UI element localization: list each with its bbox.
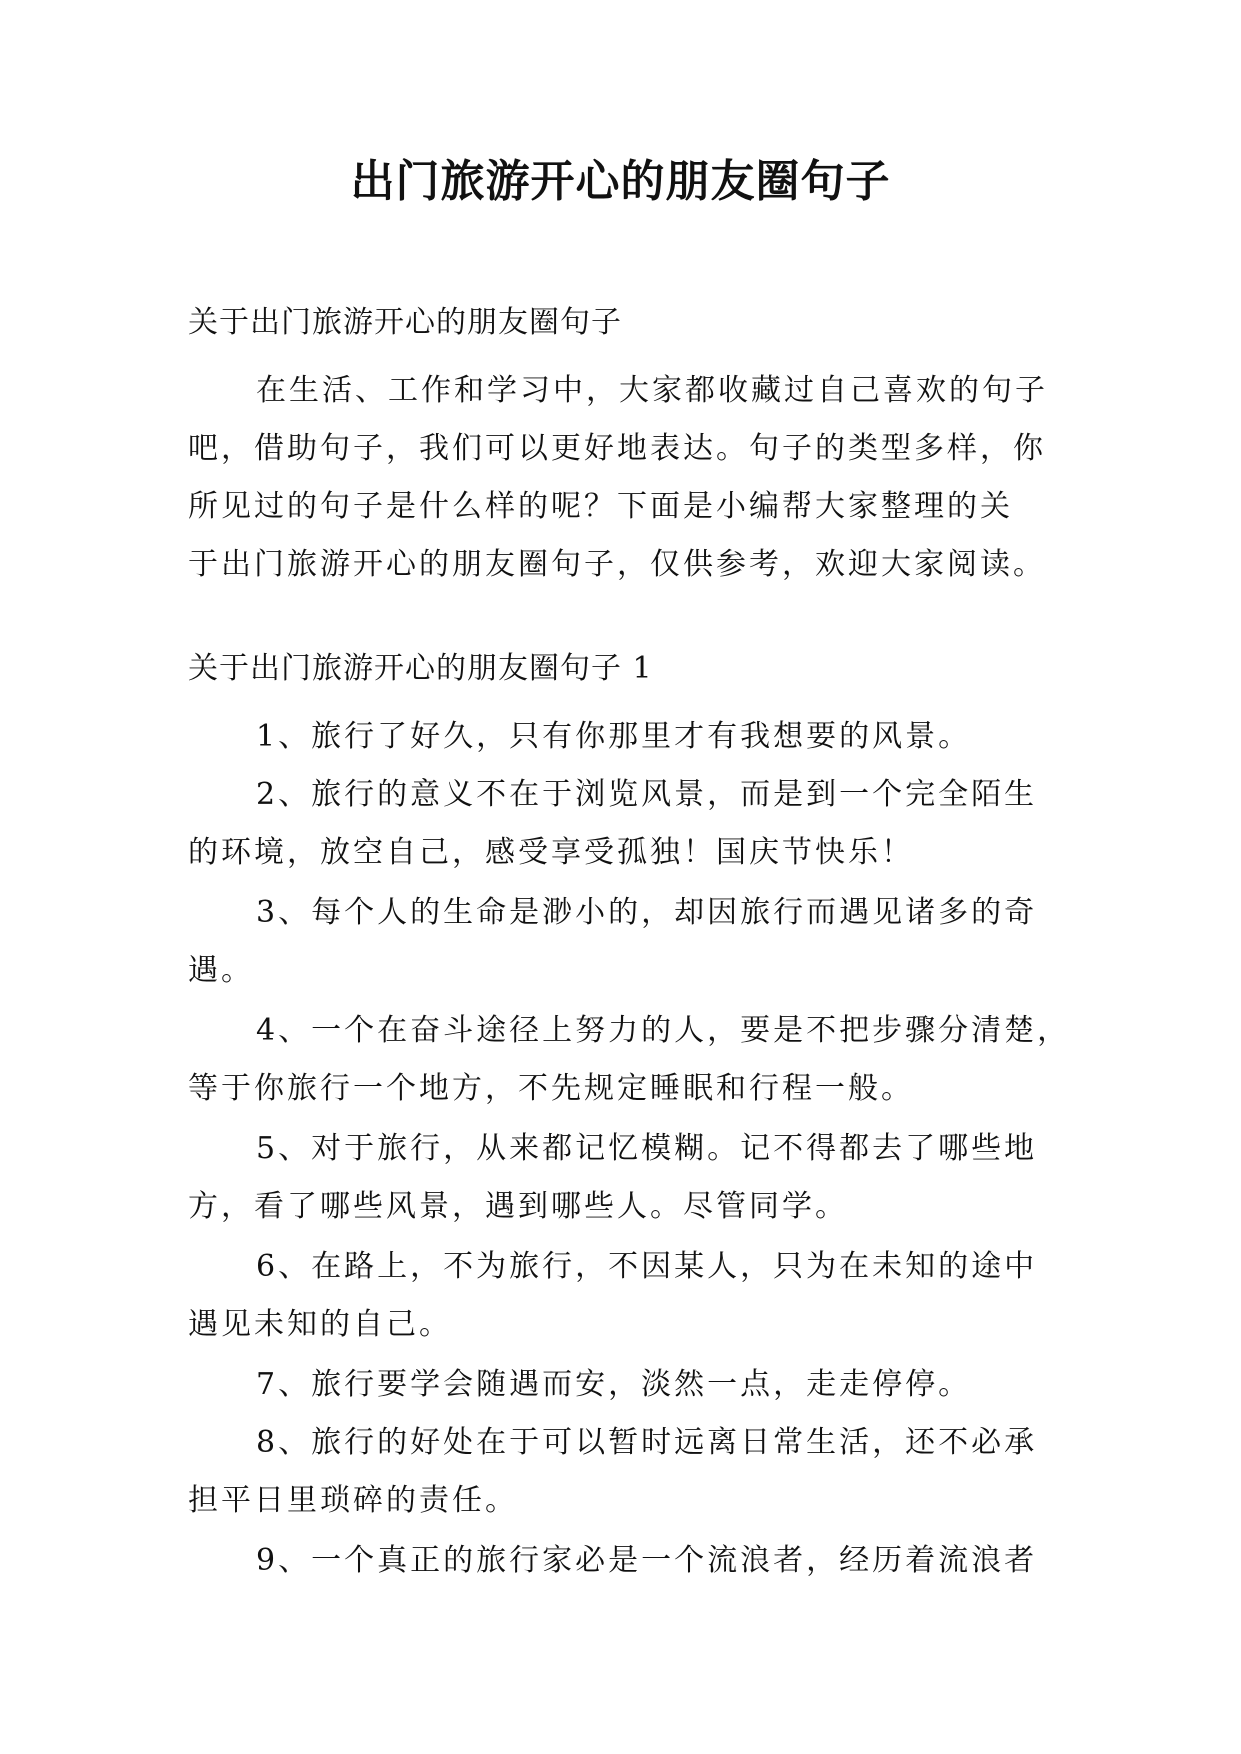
intro-heading: 关于出门旅游开心的朋友圈句子: [188, 305, 622, 340]
item-4-line-2: 等于你旅行一个地方，不先规定睡眠和行程一般。: [188, 1071, 914, 1106]
intro-line-3: 所见过的句子是什么样的呢？下面是小编帮大家整理的关: [188, 489, 1013, 524]
item-6-line-1: 6、在路上，不为旅行，不因某人，只为在未知的途中: [256, 1249, 1038, 1284]
section-heading: 关于出门旅游开心的朋友圈句子 1: [188, 651, 653, 686]
item-5-line-2: 方，看了哪些风景，遇到哪些人。尽管同学。: [188, 1189, 848, 1224]
item-7-line-1: 7、旅行要学会随遇而安，淡然一点，走走停停。: [256, 1367, 972, 1402]
item-8-line-1: 8、旅行的好处在于可以暂时远离日常生活，还不必承: [256, 1425, 1038, 1460]
item-5-line-1: 5、对于旅行，从来都记忆模糊。记不得都去了哪些地: [256, 1131, 1038, 1166]
intro-line-4: 于出门旅游开心的朋友圈句子，仅供参考，欢迎大家阅读。: [188, 547, 1046, 582]
item-8-line-2: 担平日里琐碎的责任。: [188, 1483, 518, 1518]
item-3-line-2: 遇。: [188, 953, 254, 988]
item-4-line-1: 4、一个在奋斗途径上努力的人，要是不把步骤分清楚，: [256, 1013, 1071, 1048]
item-9-line-1: 9、一个真正的旅行家必是一个流浪者，经历着流浪者: [256, 1543, 1038, 1578]
item-3-line-1: 3、每个人的生命是渺小的，却因旅行而遇见诸多的奇: [256, 895, 1038, 930]
intro-line-1: 在生活、工作和学习中，大家都收藏过自己喜欢的句子: [256, 373, 1048, 408]
item-6-line-2: 遇见未知的自己。: [188, 1307, 452, 1342]
item-2-line-2: 的环境，放空自己，感受享受孤独！国庆节快乐！: [188, 835, 914, 870]
item-1-line-1: 1、旅行了好久，只有你那里才有我想要的风景。: [256, 719, 972, 754]
intro-line-2: 吧，借助句子，我们可以更好地表达。句子的类型多样，你: [188, 431, 1046, 466]
item-2-line-1: 2、旅行的意义不在于浏览风景，而是到一个完全陌生: [256, 777, 1038, 812]
document-title: 出门旅游开心的朋友圈句子: [350, 156, 891, 207]
